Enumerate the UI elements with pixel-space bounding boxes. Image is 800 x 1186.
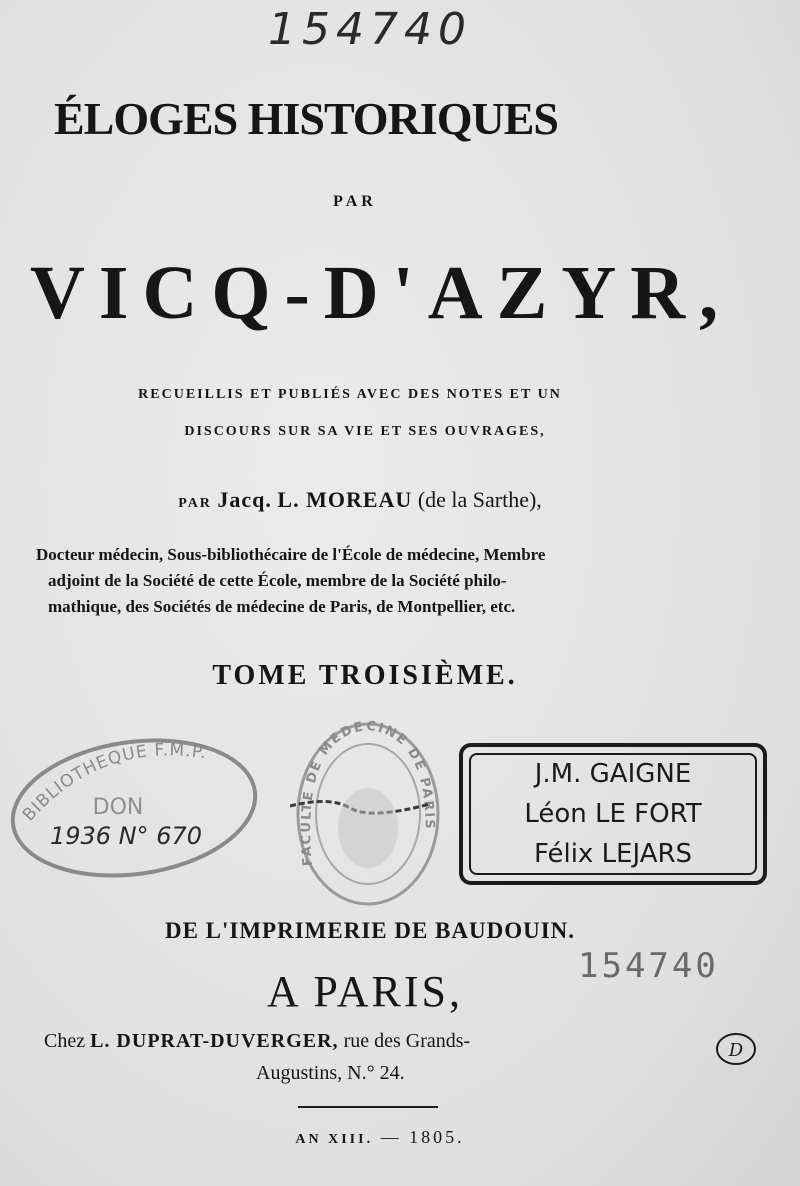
date-year: — 1805. <box>380 1127 465 1147</box>
editor-name: L. MOREAU <box>277 487 413 512</box>
divider-rule <box>298 1106 438 1108</box>
faculty-seal-stamp <box>290 716 450 916</box>
stamped-inventory-number: 154740 <box>578 946 719 986</box>
publisher-name: L. DUPRAT-DUVERGER, <box>90 1030 339 1052</box>
editor-suffix: (de la Sarthe), <box>417 487 542 512</box>
publisher-line-1 <box>44 1025 724 1057</box>
subtitle-line-2: DISCOURS SUR SA VIE ET SES OUVRAGES, <box>184 424 546 439</box>
names-box-stamp <box>459 743 767 885</box>
oval-stamp-don: DON <box>92 795 144 820</box>
publisher-line-2: Augustins, N.° 24. <box>256 1062 405 1084</box>
credentials-line: mathique, des Sociétés de médecine de Paris, de Montpellier, etc. <box>48 597 516 616</box>
stamp-name-lefort: Léon LE FORT <box>524 799 702 829</box>
oval-stamp-text: BIBLIOTHEQUE F.M.P. <box>18 740 209 826</box>
oval-stamp-number: 1936 N° 670 <box>49 822 203 850</box>
par-label: PAR <box>333 193 377 210</box>
seal-text: FACULTE DE MEDECINE DE PARIS <box>299 718 437 867</box>
stamp-name-gaigne: J.M. GAIGNE <box>534 759 692 789</box>
stamp-name-lejars: Félix LEJARS <box>533 839 693 869</box>
printer-line: DE L'IMPRIMERIE DE BAUDOUIN. <box>164 918 576 943</box>
publisher-block <box>44 1025 724 1089</box>
editor-prefix: Jacq. <box>217 487 272 512</box>
handwritten-shelf-number: 154740 <box>268 4 472 55</box>
subtitle-line-1: RECUEILLIS ET PUBLIÉS AVEC DES NOTES ET UN <box>138 387 562 402</box>
city-line: A PARIS, <box>266 967 464 1016</box>
volume-label: TOME TROISIÈME. <box>212 660 518 691</box>
credentials-line: Docteur médecin, Sous-bibliothécaire de l'École de médecine, Membre <box>36 545 546 564</box>
author-name: VICQ-D'AZYR, <box>30 251 733 335</box>
circled-d-mark <box>714 1030 758 1068</box>
editor-line <box>0 487 720 513</box>
date-line <box>0 1127 760 1148</box>
publisher-prefix: Chez <box>44 1030 86 1052</box>
date-an: AN XIII. <box>295 1132 374 1147</box>
book-title: ÉLOGES HISTORIQUES <box>54 93 558 144</box>
editor-credentials <box>36 542 696 620</box>
editor-par: PAR <box>178 496 212 511</box>
circled-d-letter: D <box>728 1040 744 1061</box>
publisher-address: rue des Grands- <box>343 1030 471 1052</box>
library-oval-stamp <box>6 732 266 882</box>
credentials-line: adjoint de la Société de cette École, membre de la Société philo- <box>48 571 507 590</box>
